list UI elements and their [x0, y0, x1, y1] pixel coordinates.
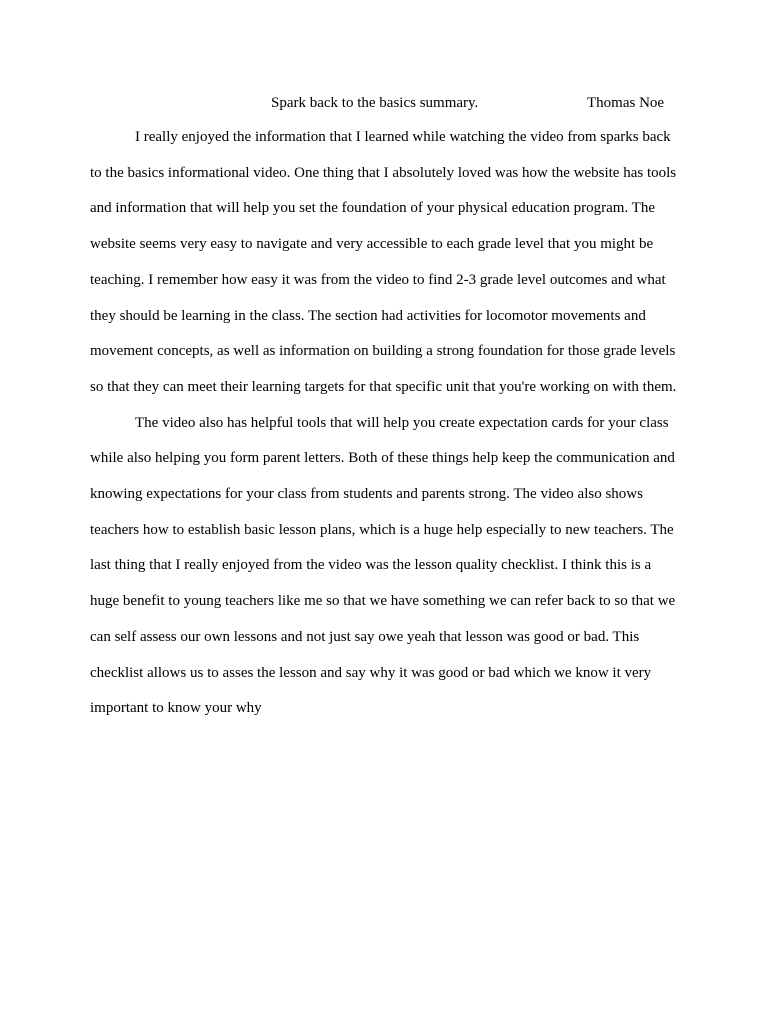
document-header	[0, 92, 768, 114]
document-body	[90, 120, 680, 727]
paragraph-1: I really enjoyed the information that I learned while watching the video from sparks back to the basics informational video. One thing that I absolutely loved was how the website has tools and information that will help you set the foundation of your physical education program. The website seems very easy to navigate and very accessible to each grade level that you might be teaching. I remember how easy it was from the video to find 2-3 grade level outcomes and what they should be learning in the class. The section had activities for locomotor movements and movement concepts, as well as information on building a strong foundation for those grade levels so that they can meet their learning targets for that specific unit that you're working on with them.	[90, 129, 677, 395]
document-title: Spark back to the basics summary.	[271, 95, 479, 111]
document-author: Thomas Noe	[587, 95, 665, 111]
paragraph-2: The video also has helpful tools that will help you create expectation cards for your class while also helping you form parent letters. Both of these things help keep the communication and knowing expectations for your class from students and parents strong. The video also shows teachers how to establish basic lesson plans, which is a huge help especially to new teachers. The last thing that I really enjoyed from the video was the lesson quality checklist. I think this is a huge benefit to young teachers like me so that we have something we can refer back to so that we can self assess our own lessons and not just say owe yeah that lesson was good or bad. This checklist allows us to asses the lesson and say why it was good or bad which we know it very important to know your why	[90, 414, 676, 717]
